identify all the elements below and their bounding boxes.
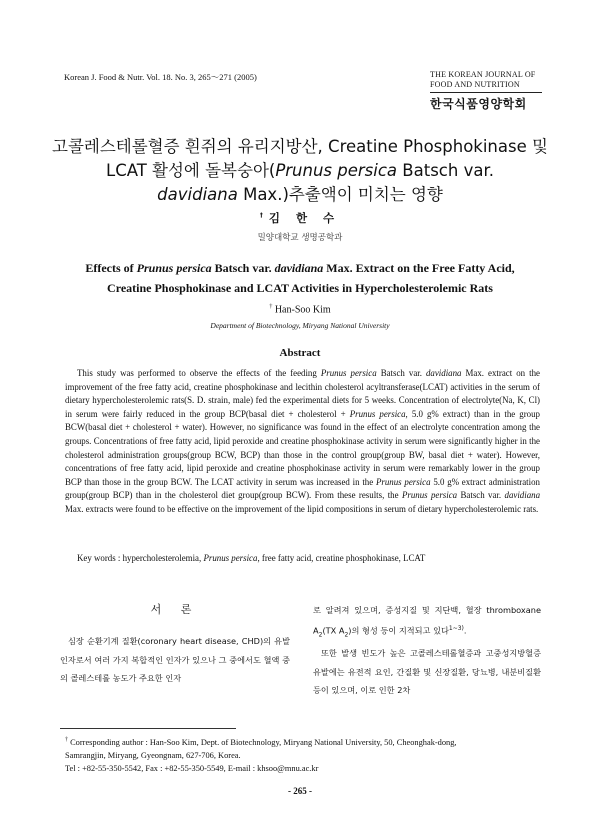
author-ko-mark: †: [259, 212, 269, 220]
title-ko-line2-b: Batsch var.: [397, 161, 494, 180]
intro-right-sub2: 2: [344, 630, 349, 638]
title-en-p3: Max. Extract on the Free Fatty Acid,: [323, 261, 515, 275]
affiliation-english: Department of Biotechnology, Miryang National University: [210, 321, 390, 330]
title-en-line2: Creatine Phosphokinase and LCAT Activities in Hypercholesterolemic Rats: [107, 281, 493, 295]
abstract-s1i: Prunus persica: [320, 368, 377, 378]
abstract-s7: Max. extracts were found to be effective on the improvement of the lipid compositions in serum of dietary hypercholesterolemic rats.: [65, 503, 539, 514]
author-en-mark: †: [269, 304, 273, 310]
intro-right-paragraph-1: [313, 601, 541, 644]
keywords-a: Key words : hypercholesterolemia,: [77, 553, 204, 563]
intro-right-p1d: .: [463, 625, 467, 636]
journal-name-ko: 한국식품영양학회: [430, 97, 527, 111]
footnote-mark: †: [65, 737, 68, 743]
abstract-s5: 5.0 g% extract administration group(group BCP) than in the cholesterol diet group(group BCW). From these results, the: [65, 476, 540, 501]
title-en-line1: [50, 258, 550, 278]
keywords-ai: Prunus persica: [203, 553, 258, 563]
citation: Korean J. Food & Nutr. Vol. 18. No. 3, 265～271 (2005): [64, 72, 257, 82]
abstract-s6: Batsch var.: [457, 490, 505, 501]
author-en-name: Han-Soo Kim: [274, 304, 331, 316]
abstract-s4i: Prunus persica: [375, 476, 431, 487]
intro-left-column: 심장 순환기계 질환(coronary heart disease, CHD)의 유발인자로서 여러 가지 복합적인 인자가 있으나 그 중에서도 혈액 중의 콜레스테롤 농도가 주요한 인자: [60, 636, 290, 683]
journal-name-en-line1: THE KOREAN JOURNAL OF: [430, 70, 536, 79]
intro-right-p1c: )의 형성 등이 지적되고 있다: [348, 625, 449, 636]
title-ko-line1: 고콜레스테롤혈증 흰쥐의 유리지방산, Creatine Phosphokinase 및: [52, 137, 548, 156]
title-ko-line3-italic: davidiana: [157, 185, 238, 204]
journal-logo: [430, 70, 542, 112]
abstract-s5i: Prunus persica: [401, 490, 458, 501]
footnote-line3: Tel : +82-55-350-5542, Fax : +82-55-350-5549, E-mail : khsoo@mnu.ac.kr: [65, 763, 319, 773]
abstract-s1: This study was performed to observe the effects of the feeding: [77, 368, 321, 378]
page-number: - 265 -: [288, 786, 312, 796]
footnote-line1: [65, 734, 545, 749]
affiliation-korean: 밀양대학교 생명공학과: [257, 233, 343, 243]
title-ko-line3: [40, 183, 560, 207]
author-english: [0, 304, 600, 315]
journal-name-en-line2: FOOD AND NUTRITION: [430, 80, 520, 89]
title-en-p1: Effects of: [85, 261, 137, 275]
abstract-s2: Batsch var.: [376, 368, 426, 378]
title-en-i2: davidiana: [274, 261, 324, 275]
abstract-s2i: davidiana: [425, 368, 462, 378]
footnote-divider: [60, 728, 236, 729]
intro-right-citation: 1~3): [448, 624, 464, 632]
title-ko-line2-italic: Prunus persica: [275, 161, 398, 180]
author-ko-name: 김 한 수: [268, 211, 341, 225]
footnote: [65, 734, 545, 775]
abstract-body: [65, 367, 540, 517]
abstract-s3i: Prunus persica: [349, 408, 406, 419]
keywords: [65, 553, 540, 563]
abstract-heading: Abstract: [279, 347, 321, 359]
title-en-p2: Batsch var.: [211, 261, 275, 275]
title-ko-line2: [40, 159, 560, 183]
author-korean: [0, 210, 600, 226]
section-heading-introduction: 서 론: [150, 603, 200, 616]
intro-right-column: [313, 601, 541, 700]
intro-right-p1b: (TX A: [322, 625, 345, 636]
intro-right-p1a: 로 알려져 있으며, 증성지질 및 지단백, 혈장 thromboxane A: [313, 605, 541, 636]
keywords-b: , free fatty acid, creatine phosphokinase, LCAT: [257, 553, 426, 563]
title-korean: [40, 135, 560, 207]
title-english: [50, 258, 550, 298]
abstract-s6i: davidiana: [504, 490, 541, 501]
journal-divider: [430, 92, 542, 93]
title-ko-line2-a: LCAT 활성에 돌복숭아(: [106, 161, 276, 180]
footnote-line1-text: Corresponding author : Han-Soo Kim, Dept. of Biotechnology, Miryang National University, 50, Cheonghak-dong,: [68, 737, 457, 747]
intro-right-paragraph-2: 또한 발생 빈도가 높은 고콜레스테롤혈증과 고중성지방혈증 유발에는 유전적 요인, 간질환 및 신장질환, 당뇨병, 내분비질환 등이 있으며, 이로 인한 2차: [313, 648, 541, 696]
abstract-s3: Max. extract on the improvement of the free fatty acid, creatine phosphokinase and lecithin cholesterol acyltransferase(LCAT) activities in the serum of dietary hypercholesterolemic rats(S. D. strain, male) fed the experimental diets for 5 weeks. Concentration of electrolyte(Na, K, Cl) in serum were fairly reduced in the group BCP(basal diet + cholesterol +: [65, 368, 540, 419]
abstract-s4: , 5.0 g% extract) than in the group BCW(basal diet + cholesterol + water). However, no significance was found in the effect of an electrolyte concentration among the groups. Concentrations of free fatty acid, lipid peroxide and creatine phosphokinase activity in serum were significantly higher in the cholesterol administration groups(group BCW, BCP) than those in the control group(group BW, basal diet + water). However, concentrations of free fatty acid, lipid peroxide and creatine phosphokinase activity in serum were remarkably lower in the group BCP than those in the group BCW. The LCAT activity in serum was increased in the: [65, 408, 540, 487]
title-ko-line3-b: Max.)추출액이 미치는 영향: [237, 185, 443, 204]
title-en-i1: Prunus persica: [136, 261, 212, 275]
footnote-line2: Samrangjin, Miryang, Gyeongnam, 627-706, Korea.: [65, 750, 241, 760]
intro-right-sub1: 2: [318, 630, 323, 638]
